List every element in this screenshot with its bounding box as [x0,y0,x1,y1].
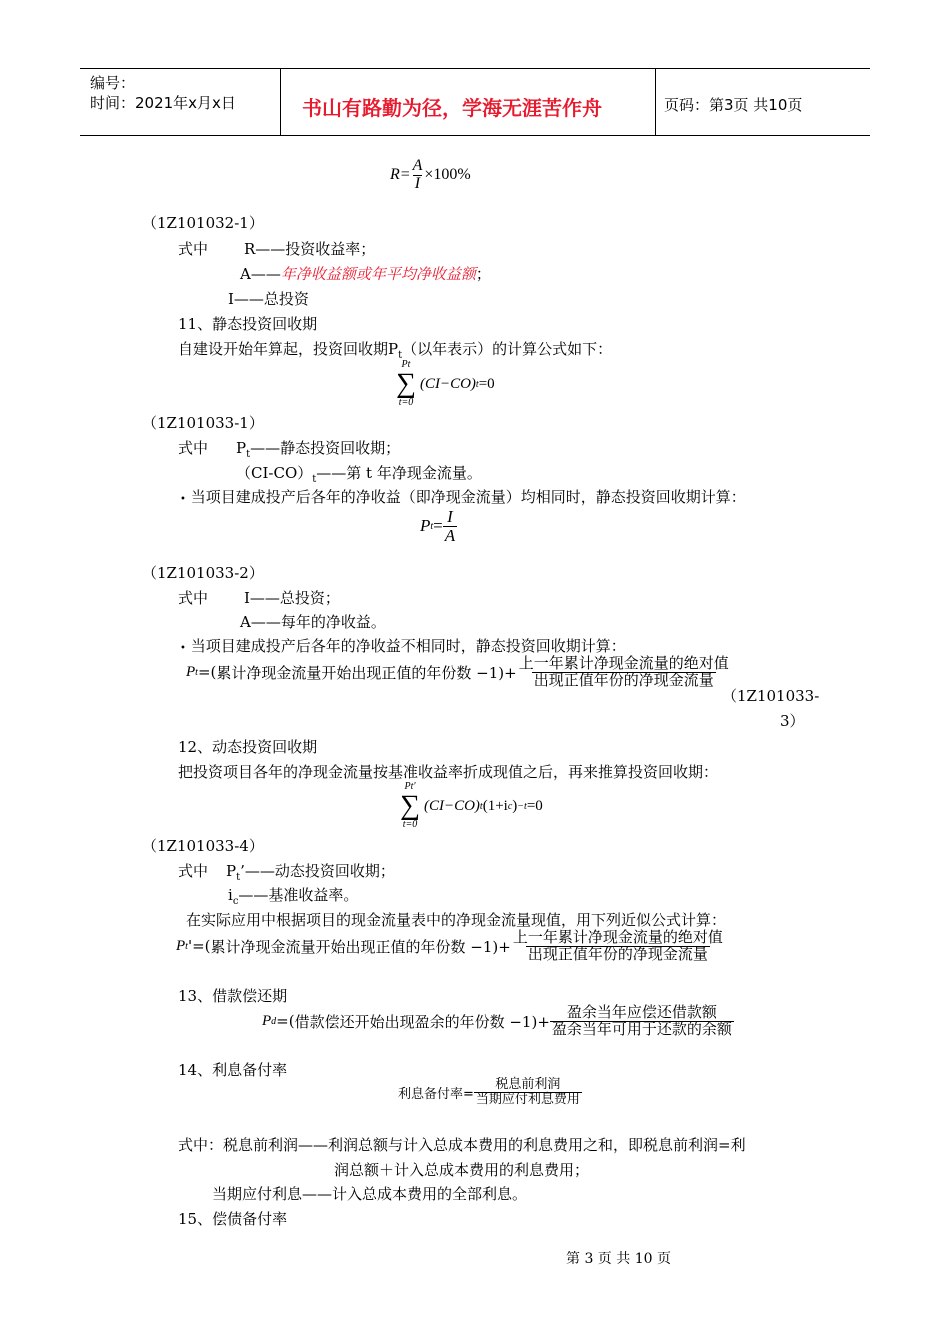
sigma-icon: Pt ∑ t=0 [396,359,416,408]
sum-subscript: t [475,378,479,390]
formula-fraction [411,158,425,193]
sigma-lower: t=0 [402,819,418,830]
formula-fraction [443,508,457,545]
intro-text: 自建设开始年算起，投资回收期P [178,340,399,358]
section-11-intro [178,338,612,361]
formula-body: 累计净现金流量开始出现正值的年份数 −1)+ [210,937,511,956]
formula-fraction [550,1005,734,1038]
bullet-icon: • [180,643,186,654]
equation-number-cont: 3） [780,712,805,730]
equation-number: （1Z101033-4） [142,837,264,855]
bullet-item [180,635,626,656]
formula-fraction [517,656,731,689]
formula-lhs: P [420,516,431,536]
definition-i: I——总投资； [244,589,340,607]
icr-definition-line3: 当期应付利息——计入总成本费用的全部利息。 [212,1185,528,1203]
definition-cico [236,462,482,485]
formula-dynamic-payback-sum [400,782,543,830]
sum-body: (CI−CO) [423,797,480,814]
formula-pt-prime [176,930,725,963]
header-divider-right [655,68,656,136]
sigma-icon: Pt' ∑ t=0 [400,781,420,830]
header-bottom-rule [80,135,870,136]
sigma-lower: t=0 [398,397,414,408]
equation-number: （1Z101032-1） [142,214,264,232]
intro-rest: （以年表示）的计算公式如下： [402,340,613,358]
pt-subscript: t [236,872,241,883]
definition-lead: 式中 [178,589,209,607]
definition-pt-prime [226,860,395,883]
pt-subscript: t [246,449,251,460]
definition-a-suffix: ； [475,265,491,283]
formula-subscript: t [430,520,434,532]
header-motto: 书山有路勤为径，学海无涯苦作舟 [302,96,602,120]
definition-a-highlight: 年净收益额或年平均净收益额 [280,265,476,283]
definition-a: A——每年的净收益。 [240,613,386,631]
section-title-14: 14、利息备付率 [178,1061,288,1079]
formula-subscript: d [271,1015,277,1027]
definition-i: I——总投资 [228,290,309,308]
pt-symbol: P [226,862,237,880]
pt-symbol: P [236,439,247,457]
formula-lhs: P [186,663,196,680]
sum-body: (CI−CO) [419,375,476,392]
formula-pt-uneven [186,656,731,689]
sum-subscript: t [479,800,483,812]
header-number-label: 编号： [90,74,136,92]
formula-eq: =( [276,1012,295,1031]
pt-text: ——静态投资回收期； [250,439,401,457]
formula-tail: ×100% [424,166,471,184]
definition-a [240,263,491,284]
formula-eq: = [433,516,443,536]
section-title-15: 15、偿债备付率 [178,1210,288,1228]
sum-mid: (1+i [482,797,508,814]
cico-subscript: t [312,474,317,485]
fraction-denominator: I [414,174,421,192]
formula-interest-coverage [398,1078,582,1106]
fraction-numerator: 上一年累计净现金流量的绝对值 [518,654,729,672]
ic-subscript: c [232,896,239,907]
header-page-code: 页码：第3页 共10页 [664,96,803,114]
equation-number: （1Z101033-2） [142,564,264,582]
cico-text: ——第 t 年净现金流量。 [316,464,482,482]
header-top-rule [80,68,870,69]
formula-lhs: R= [390,166,411,184]
fraction-numerator: 上一年累计净现金流量的绝对值 [512,928,723,946]
section-title-11: 11、静态投资回收期 [178,315,318,333]
equation-number: （1Z101033-1） [142,414,264,432]
formula-body: 借款偿还开始出现盈余的年份数 −1)+ [294,1012,550,1031]
header-time-label: 时间：2021年x月x日 [90,94,236,112]
icr-definition-line2: 润总额＋计入总成本费用的利息费用； [334,1161,590,1179]
definition-a-prefix: A—— [240,265,281,283]
formula-body: 累计净现金流量开始出现正值的年份数 −1)+ [216,663,517,682]
formula-static-payback-sum [396,360,495,408]
formula-fraction [474,1078,582,1106]
ic-symbol: i [228,886,233,904]
formula-eq: '=( [187,937,211,956]
icr-definition-line1: 式中：税息前利润——利润总额与计入总成本费用的利息费用之和，即税息前利润=利 [178,1136,746,1154]
section-12-intro: 把投资项目各年的净现金流量按基准收益率折成现值之后，再来推算投资回收期： [178,763,719,781]
fraction-numerator: 盈余当年应偿还借款额 [566,1003,717,1021]
sum-mid-close: ) [512,797,518,814]
cico-symbol: （CI-CO） [236,464,313,482]
fraction-numerator: 税息前利润 [495,1077,561,1092]
formula-pt-equal [420,508,457,545]
definition-ic [228,884,358,907]
sum-rhs: =0 [478,375,495,392]
sigma-upper: Pt' [404,781,416,792]
equation-number: （1Z101033- [722,687,820,705]
bullet-text: 当项目建成投产后各年的净收益（即净现金流量）均相同时，静态投资回收期计算： [190,488,746,506]
formula-return-rate [390,158,471,193]
bullet-item [180,486,746,507]
formula-lhs: 利息备付率= [398,1086,474,1102]
sum-mid-subscript: c [507,800,513,812]
section-title-13: 13、借款偿还期 [178,987,288,1005]
fraction-numerator: I [447,507,453,526]
fraction-denominator: 盈余当年可用于还款的余额 [551,1019,732,1038]
fraction-denominator: A [444,525,456,545]
ic-text: ——基准收益率。 [238,886,359,904]
definition-r: R——投资收益率； [244,240,376,258]
sum-superscript: −t [517,800,527,812]
formula-lhs: P [176,937,186,954]
formula-subscript: t [185,940,188,952]
formula-pd [262,1005,734,1038]
formula-lhs: P [262,1012,272,1029]
fraction-denominator: 出现正值年份的净现金流量 [527,944,708,963]
header-divider-left [280,68,281,136]
bullet-icon: • [180,494,186,505]
formula-eq: =( [197,663,217,682]
fraction-denominator: 当期应付利息费用 [475,1091,580,1107]
formula-fraction [511,930,725,963]
definition-lead: 式中 [178,439,209,457]
definition-lead: 式中 [178,240,209,258]
definition-pt [236,437,400,460]
definition-lead: 式中 [178,862,209,880]
intro-subscript: t [398,350,403,361]
fraction-denominator: 出现正值年份的净现金流量 [533,670,714,689]
pt-text: ’——动态投资回收期； [240,862,395,880]
sum-rhs: =0 [526,797,543,814]
fraction-numerator: A [412,157,423,174]
bullet-text: 当项目建成投产后各年的净收益不相同时，静态投资回收期计算： [190,637,626,655]
footer-page-number: 第 3 页 共 10 页 [566,1251,671,1267]
section-title-12: 12、动态投资回收期 [178,738,318,756]
formula-subscript: t [195,666,198,678]
practice-text: 在实际应用中根据项目的现金流量表中的净现金流量现值，用下列近似公式计算： [186,911,727,929]
sigma-upper: Pt [401,359,411,370]
